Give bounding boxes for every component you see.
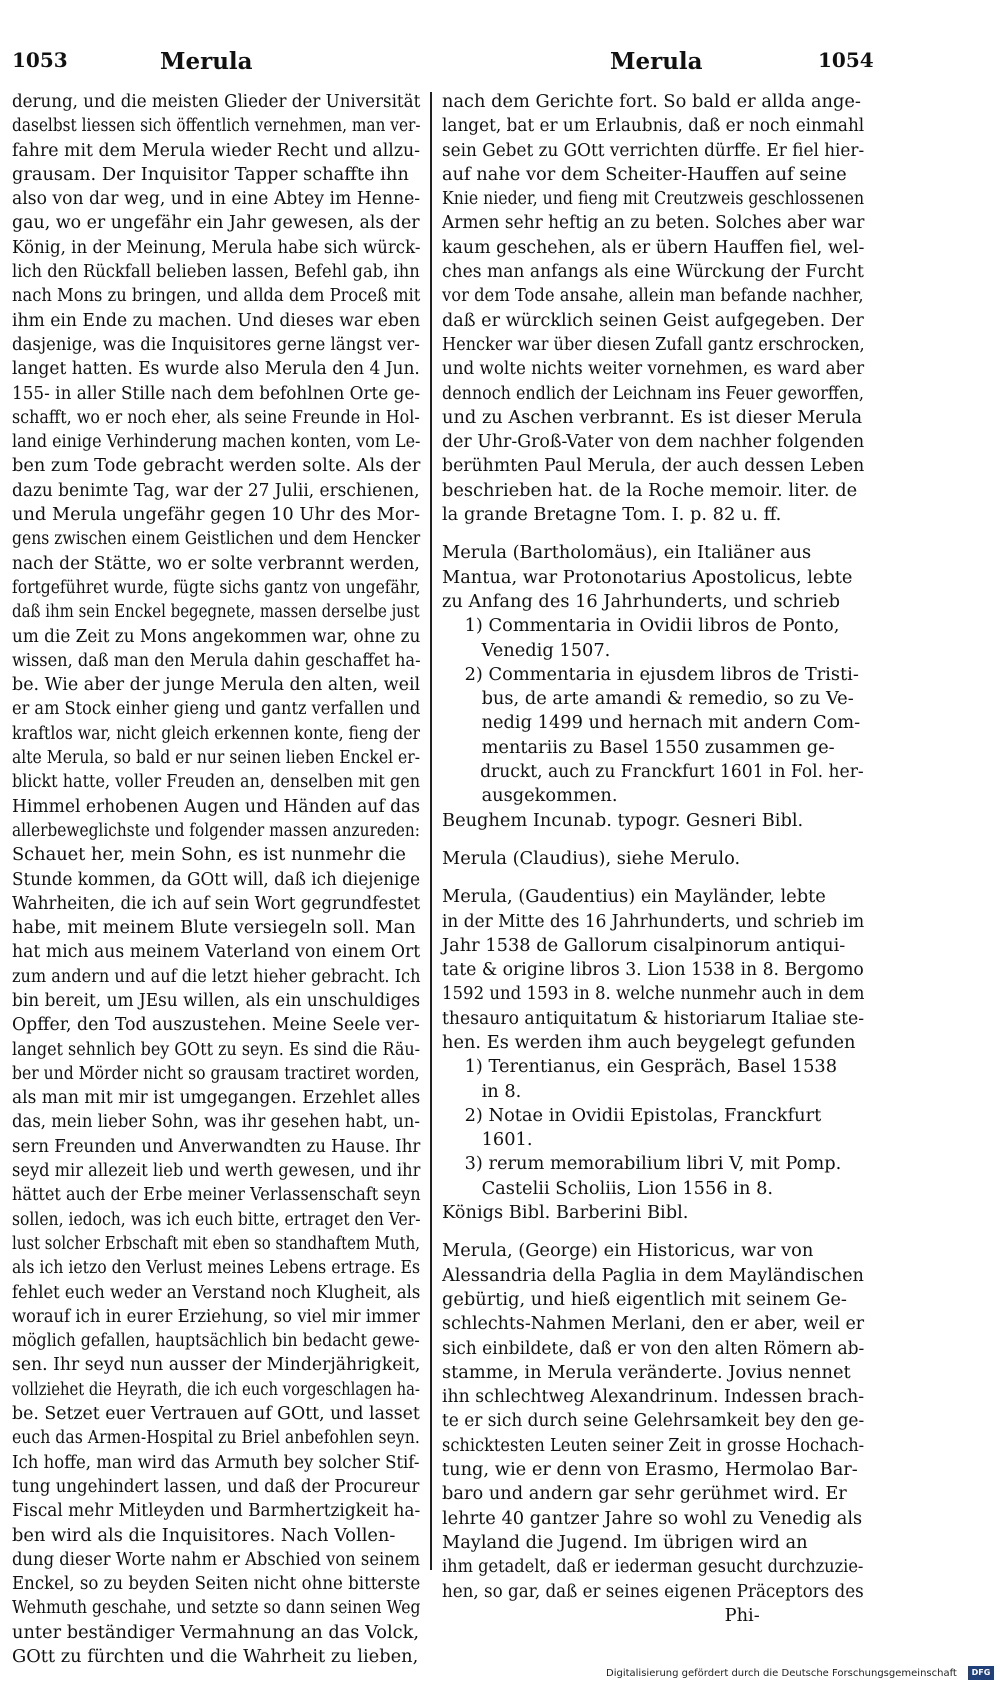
- text-line: dennoch endlich der Leichnam ins Feuer geworffen,: [442, 382, 864, 404]
- right-page-number: 1054: [818, 48, 874, 72]
- text-line: in der Mitte des 16 Jahrhunderts, und schrieb im: [442, 910, 865, 932]
- text-line: ber und Mörder nicht so grausam tractiret worden,: [12, 1062, 420, 1084]
- text-line: hättet auch der Erbe meiner Verlassenschaft seyn: [12, 1184, 421, 1206]
- text-line: Ich hoffe, man wird das Armuth bey solcher Stif-: [12, 1451, 420, 1473]
- text-line: unter beständiger Vermahnung an das Volck,: [12, 1621, 420, 1643]
- text-line: das, mein lieber Sohn, was ihr gesehen habt, un-: [12, 1111, 420, 1133]
- entry-gap: [442, 871, 864, 885]
- text-line: Venedig 1507.: [442, 639, 611, 661]
- text-line: ihn schlechtweg Alexandrinum. Indessen brach-: [442, 1386, 865, 1408]
- text-line: beschrieben hat. de la Roche memoir. liter. de: [442, 479, 858, 501]
- left-running-title: Merula: [160, 48, 253, 75]
- text-line: dazu benimte Tag, war der 27 Julii, erschienen,: [12, 479, 420, 501]
- text-line: schlechts-Nahmen Merlani, den er aber, weil er: [442, 1313, 865, 1335]
- text-line: gebürtig, und hieß eigentlich mit seinem Ge-: [442, 1288, 847, 1310]
- text-line: dung dieser Worte nahm er Abschied von seinem: [12, 1548, 421, 1570]
- text-line: mentariis zu Basel 1550 zusammen ge-: [442, 736, 835, 758]
- text-line: Alessandria della Paglia in dem Mayländischen: [442, 1264, 864, 1286]
- text-line: Jahr 1538 de Gallorum cisalpinorum antiqui-: [442, 934, 846, 956]
- text-line: te er sich durch seine Gelehrsamkeit bey den ge-: [442, 1410, 865, 1432]
- text-line: ausgekommen.: [442, 785, 618, 807]
- entry-gap: [442, 1225, 864, 1239]
- text-line: ben zum Tode gebracht werden solte. Als der: [12, 455, 421, 477]
- right-running-title: Merula: [610, 48, 703, 75]
- text-line: nedig 1499 und hernach mit andern Com-: [442, 712, 861, 734]
- text-line: möglich gefallen, hauptsächlich bin bedacht gewe-: [12, 1330, 420, 1352]
- text-line: Schauet her, mein Sohn, es ist nunmehr die: [12, 844, 406, 866]
- text-line: Fiscal mehr Mitleyden und Barmhertzigkeit ha-: [12, 1500, 421, 1522]
- footer-credit: Digitalisierung gefördert durch die Deutsche Forschungsgemeinschaft: [606, 1668, 957, 1679]
- text-line: gens zwischen einem Geistlichen und dem Hencker: [12, 528, 421, 550]
- text-line: wissen, daß man den Merula dahin geschaffet ha-: [12, 649, 421, 671]
- text-line: hen, so gar, daß er seines eigenen Präceptors des: [442, 1580, 864, 1602]
- text-line: sern Freunden und Anverwandten zu Hause. Ihr: [12, 1135, 421, 1157]
- text-line: nach dem Gerichte fort. So bald er allda ange-: [442, 91, 861, 112]
- text-line: um die Zeit zu Mons angekommen war, ohne zu: [12, 625, 421, 647]
- text-line: thesauro antiquitatum & historiarum Italiae ste-: [442, 1007, 865, 1029]
- text-line: auf nahe vor dem Scheiter-Hauffen auf seine: [442, 163, 847, 185]
- text-line: als ich ietzo den Verlust meines Lebens ertrage. Es: [12, 1257, 421, 1279]
- text-line: langet sehnlich bey GOtt zu seyn. Es sind die Räu-: [12, 1038, 420, 1060]
- text-line: 1601.: [442, 1129, 533, 1151]
- right-text-column: [442, 90, 864, 1628]
- text-line: langet, bat er um Erlaubnis, daß er noch einmahl: [442, 115, 865, 137]
- text-line: Merula, (George) ein Historicus, war von: [442, 1240, 814, 1262]
- text-line: sollen, iedoch, was ich euch bitte, ertraget den Ver-: [12, 1208, 421, 1230]
- left-text-column: [12, 90, 420, 1669]
- text-line: tung ungehindert lassen, und daß der Procureur: [12, 1475, 420, 1497]
- text-line: Enckel, so zu beyden Seiten nicht ohne bitterste: [12, 1573, 421, 1595]
- text-line: bus, de arte amandi & remedio, so zu Ve-: [442, 688, 854, 710]
- entry-block: [442, 847, 864, 871]
- text-line: tung, wie er denn von Erasmo, Hermolao Bar-: [442, 1459, 858, 1481]
- text-line: 155- in aller Stille nach dem befohlnen Orte ge-: [12, 382, 421, 404]
- text-line: nach Mons zu bringen, und allda dem Proceß mit: [12, 285, 421, 307]
- text-line: fahre mit dem Merula wieder Recht und allzu-: [12, 139, 421, 161]
- text-line: Beughem Incunab. typogr. Gesneri Bibl.: [442, 809, 804, 831]
- text-line: lust solcher Erbschaft mit eben so standhaftem Muth,: [12, 1232, 420, 1254]
- text-line: land einige Verhinderung machen konten, vom Le-: [12, 431, 421, 453]
- text-line: sen. Ihr seyd nun ausser der Minderjährigkeit,: [12, 1354, 421, 1376]
- text-line: la grande Bretagne Tom. I. p. 82 u. ff.: [442, 504, 782, 526]
- text-line: Merula, (Gaudentius) ein Mayländer, lebte: [442, 886, 826, 908]
- text-line: grausam. Der Inquisitor Tapper schaffte ihn: [12, 163, 409, 185]
- text-line: ben wird als die Inquisitores. Nach Vollen-: [12, 1524, 396, 1546]
- text-line: tate & origine libros 3. Lion 1538 in 8. Bergomo: [442, 959, 864, 981]
- text-line: König, in der Meinung, Merula habe sich würck-: [12, 236, 421, 258]
- text-line: be. Wie aber der junge Merula den alten, weil: [12, 674, 421, 696]
- text-line: also von dar weg, und in eine Abtey im Henne-: [12, 188, 421, 210]
- text-line: euch das Armen-Hospital zu Briel anbefohlen seyn.: [12, 1427, 420, 1449]
- text-line: Phi-: [442, 1604, 760, 1626]
- text-line: langet hatten. Es wurde also Merula den 4 Jun.: [12, 358, 420, 380]
- text-line: und Merula ungefähr gegen 10 Uhr des Mor-: [12, 504, 421, 526]
- entry-block: [442, 1239, 864, 1628]
- text-line: Königs Bibl. Barberini Bibl.: [442, 1202, 689, 1224]
- text-line: Hencker war über diesen Zufall gantz erschrocken,: [442, 333, 865, 355]
- text-line: stamme, in Merula veränderte. Jovius nennet: [442, 1361, 851, 1383]
- text-line: Himmel erhobenen Augen und Händen auf das: [12, 795, 421, 817]
- text-line: GOtt zu fürchten und die Wahrheit zu lieben,: [12, 1646, 419, 1667]
- text-line: lehrte 40 gantzer Jahre so wohl zu Venedig als: [442, 1507, 863, 1529]
- text-line: hat mich aus meinem Vaterland von einem Ort: [12, 941, 421, 963]
- text-line: 3) rerum memorabilium libri V, mit Pomp.: [442, 1153, 842, 1175]
- text-line: Armen sehr heftig an zu beten. Solches aber war: [442, 212, 865, 234]
- text-line: bin bereit, um JEsu willen, als ein unschuldiges: [12, 989, 421, 1011]
- text-line: schicktesten Leuten seiner Zeit in grosse Hochach-: [442, 1434, 865, 1456]
- text-line: vor dem Tode ansahe, allein man befande nachher,: [442, 285, 864, 307]
- entry-gap: [442, 833, 864, 847]
- entry-block: [442, 541, 864, 833]
- text-line: daß er würcklich seinen Geist aufgegeben. Der: [442, 309, 864, 331]
- text-line: kaum geschehen, als er übern Hauffen fiel, wel-: [442, 236, 865, 258]
- text-line: 2) Notae in Ovidii Epistolas, Franckfurt: [442, 1104, 822, 1126]
- text-line: blickt hatte, voller Freuden an, denselben mit gen: [12, 771, 421, 793]
- text-line: kraftlos war, nicht gleich erkennen konte, fieng der: [12, 722, 421, 744]
- text-line: Mantua, war Protonotarius Apostolicus, lebte: [442, 566, 853, 588]
- text-line: 1) Terentianus, ein Gespräch, Basel 1538: [442, 1056, 838, 1078]
- text-line: druckt, auch zu Franckfurt 1601 in Fol. her-: [442, 761, 864, 783]
- text-line: ihm ein Ende zu machen. Und dieses war eben: [12, 309, 421, 331]
- entry-gap: [442, 527, 864, 541]
- text-line: lich den Rückfall belieben lassen, Befehl gab, ihn: [12, 261, 420, 283]
- text-line: Wahrheiten, die ich auf sein Wort gegrundfestet: [12, 892, 421, 914]
- text-line: ihm getadelt, daß er iederman gesucht durchzuzie-: [442, 1556, 864, 1578]
- text-line: in 8.: [442, 1080, 522, 1102]
- text-line: als man mit mir ist umgegangen. Erzehlet alles: [12, 1087, 421, 1109]
- entry-block: [442, 90, 864, 527]
- text-line: 1) Commentaria in Ovidii libros de Ponto,: [442, 615, 840, 637]
- text-line: Wehmuth geschahe, und setzte so dann seinen Weg: [12, 1597, 421, 1619]
- text-line: er am Stock einher gieng und gantz verfallen und: [12, 698, 421, 720]
- text-line: Stunde kommen, da GOtt will, daß ich diejenige: [12, 868, 421, 890]
- text-line: Knie nieder, und fieng mit Creutzweis geschlossenen: [442, 188, 865, 210]
- text-line: fortgeführet wurde, fügte sichs gantz von ungefähr,: [12, 576, 421, 598]
- text-line: 2) Commentaria in ejusdem libros de Tristi-: [442, 663, 859, 685]
- text-line: nach der Stätte, wo er solte verbrannt werden,: [12, 552, 420, 574]
- column-divider: [430, 92, 432, 1570]
- text-line: fehlet euch weder an Verstand noch Klugheit, als: [12, 1281, 421, 1303]
- text-line: schafft, wo er noch eher, als seine Freunde in Hol-: [12, 406, 420, 428]
- text-line: zum andern und auf die letzt hieher gebracht. Ich: [12, 965, 421, 987]
- text-line: habe, mit meinem Blute versiegeln soll. Man: [12, 917, 416, 939]
- text-line: seyd mir allezeit lieb und werth gewesen, und ihr: [12, 1160, 421, 1182]
- text-line: und wolte nichts weiter vornehmen, es ward aber: [442, 358, 865, 380]
- text-line: berühmten Paul Merula, der auch dessen Leben: [442, 455, 865, 477]
- text-line: 1592 und 1593 in 8. welche nunmehr auch in dem: [442, 983, 865, 1005]
- text-line: Merula (Claudius), siehe Merulo.: [442, 847, 741, 869]
- text-line: derung, und die meisten Glieder der Universität: [12, 91, 421, 112]
- text-line: be. Setzet euer Vertrauen auf GOtt, und lasset: [12, 1403, 420, 1425]
- text-line: zu Anfang des 16 Jahrhunderts, und schrieb: [442, 590, 840, 612]
- text-line: sein Gebet zu GOtt verrichten dürffe. Er fiel hier-: [442, 139, 865, 161]
- entry-block: [442, 885, 864, 1225]
- text-line: dasjenige, was die Inquisitores gerne längst ver-: [12, 333, 420, 355]
- dfg-logo: DFG: [968, 1666, 994, 1680]
- text-line: allerbeweglichste und folgender massen anzureden:: [12, 819, 420, 841]
- text-line: daß ihm sein Enckel begegnete, massen derselbe just: [12, 601, 420, 623]
- text-line: baro und andern gar sehr gerühmet wird. Er: [442, 1483, 847, 1505]
- text-line: alte Merula, so bald er nur seinen lieben Enckel er-: [12, 747, 420, 769]
- text-line: vollziehet die Heyrath, die ich euch vorgeschlagen ha-: [12, 1378, 420, 1400]
- text-line: sich einbildete, daß er von den alten Römern ab-: [442, 1337, 865, 1359]
- text-line: worauf ich in eurer Erziehung, so viel mir immer: [12, 1305, 420, 1327]
- text-line: Merula (Bartholomäus), ein Italiäner aus: [442, 542, 812, 564]
- text-line: Mayland die Jugend. Im übrigen wird an: [442, 1531, 808, 1553]
- text-line: und zu Aschen verbrannt. Es ist dieser Merula: [442, 406, 863, 428]
- text-line: Castelii Scholiis, Lion 1556 in 8.: [442, 1177, 774, 1199]
- text-line: ches man anfangs als eine Würckung der Furcht: [442, 261, 864, 283]
- text-line: der Uhr-Groß-Vater von dem nachher folgenden: [442, 431, 865, 453]
- text-line: hen. Es werden ihm auch beygelegt gefunden: [442, 1031, 856, 1053]
- text-line: gau, wo er ungefähr ein Jahr gewesen, als der: [12, 212, 420, 234]
- text-line: Opffer, den Tod auszustehen. Meine Seele ver-: [12, 1014, 420, 1036]
- text-line: daselbst liessen sich öffentlich vernehmen, man ver-: [12, 115, 421, 137]
- left-page-number: 1053: [12, 48, 68, 72]
